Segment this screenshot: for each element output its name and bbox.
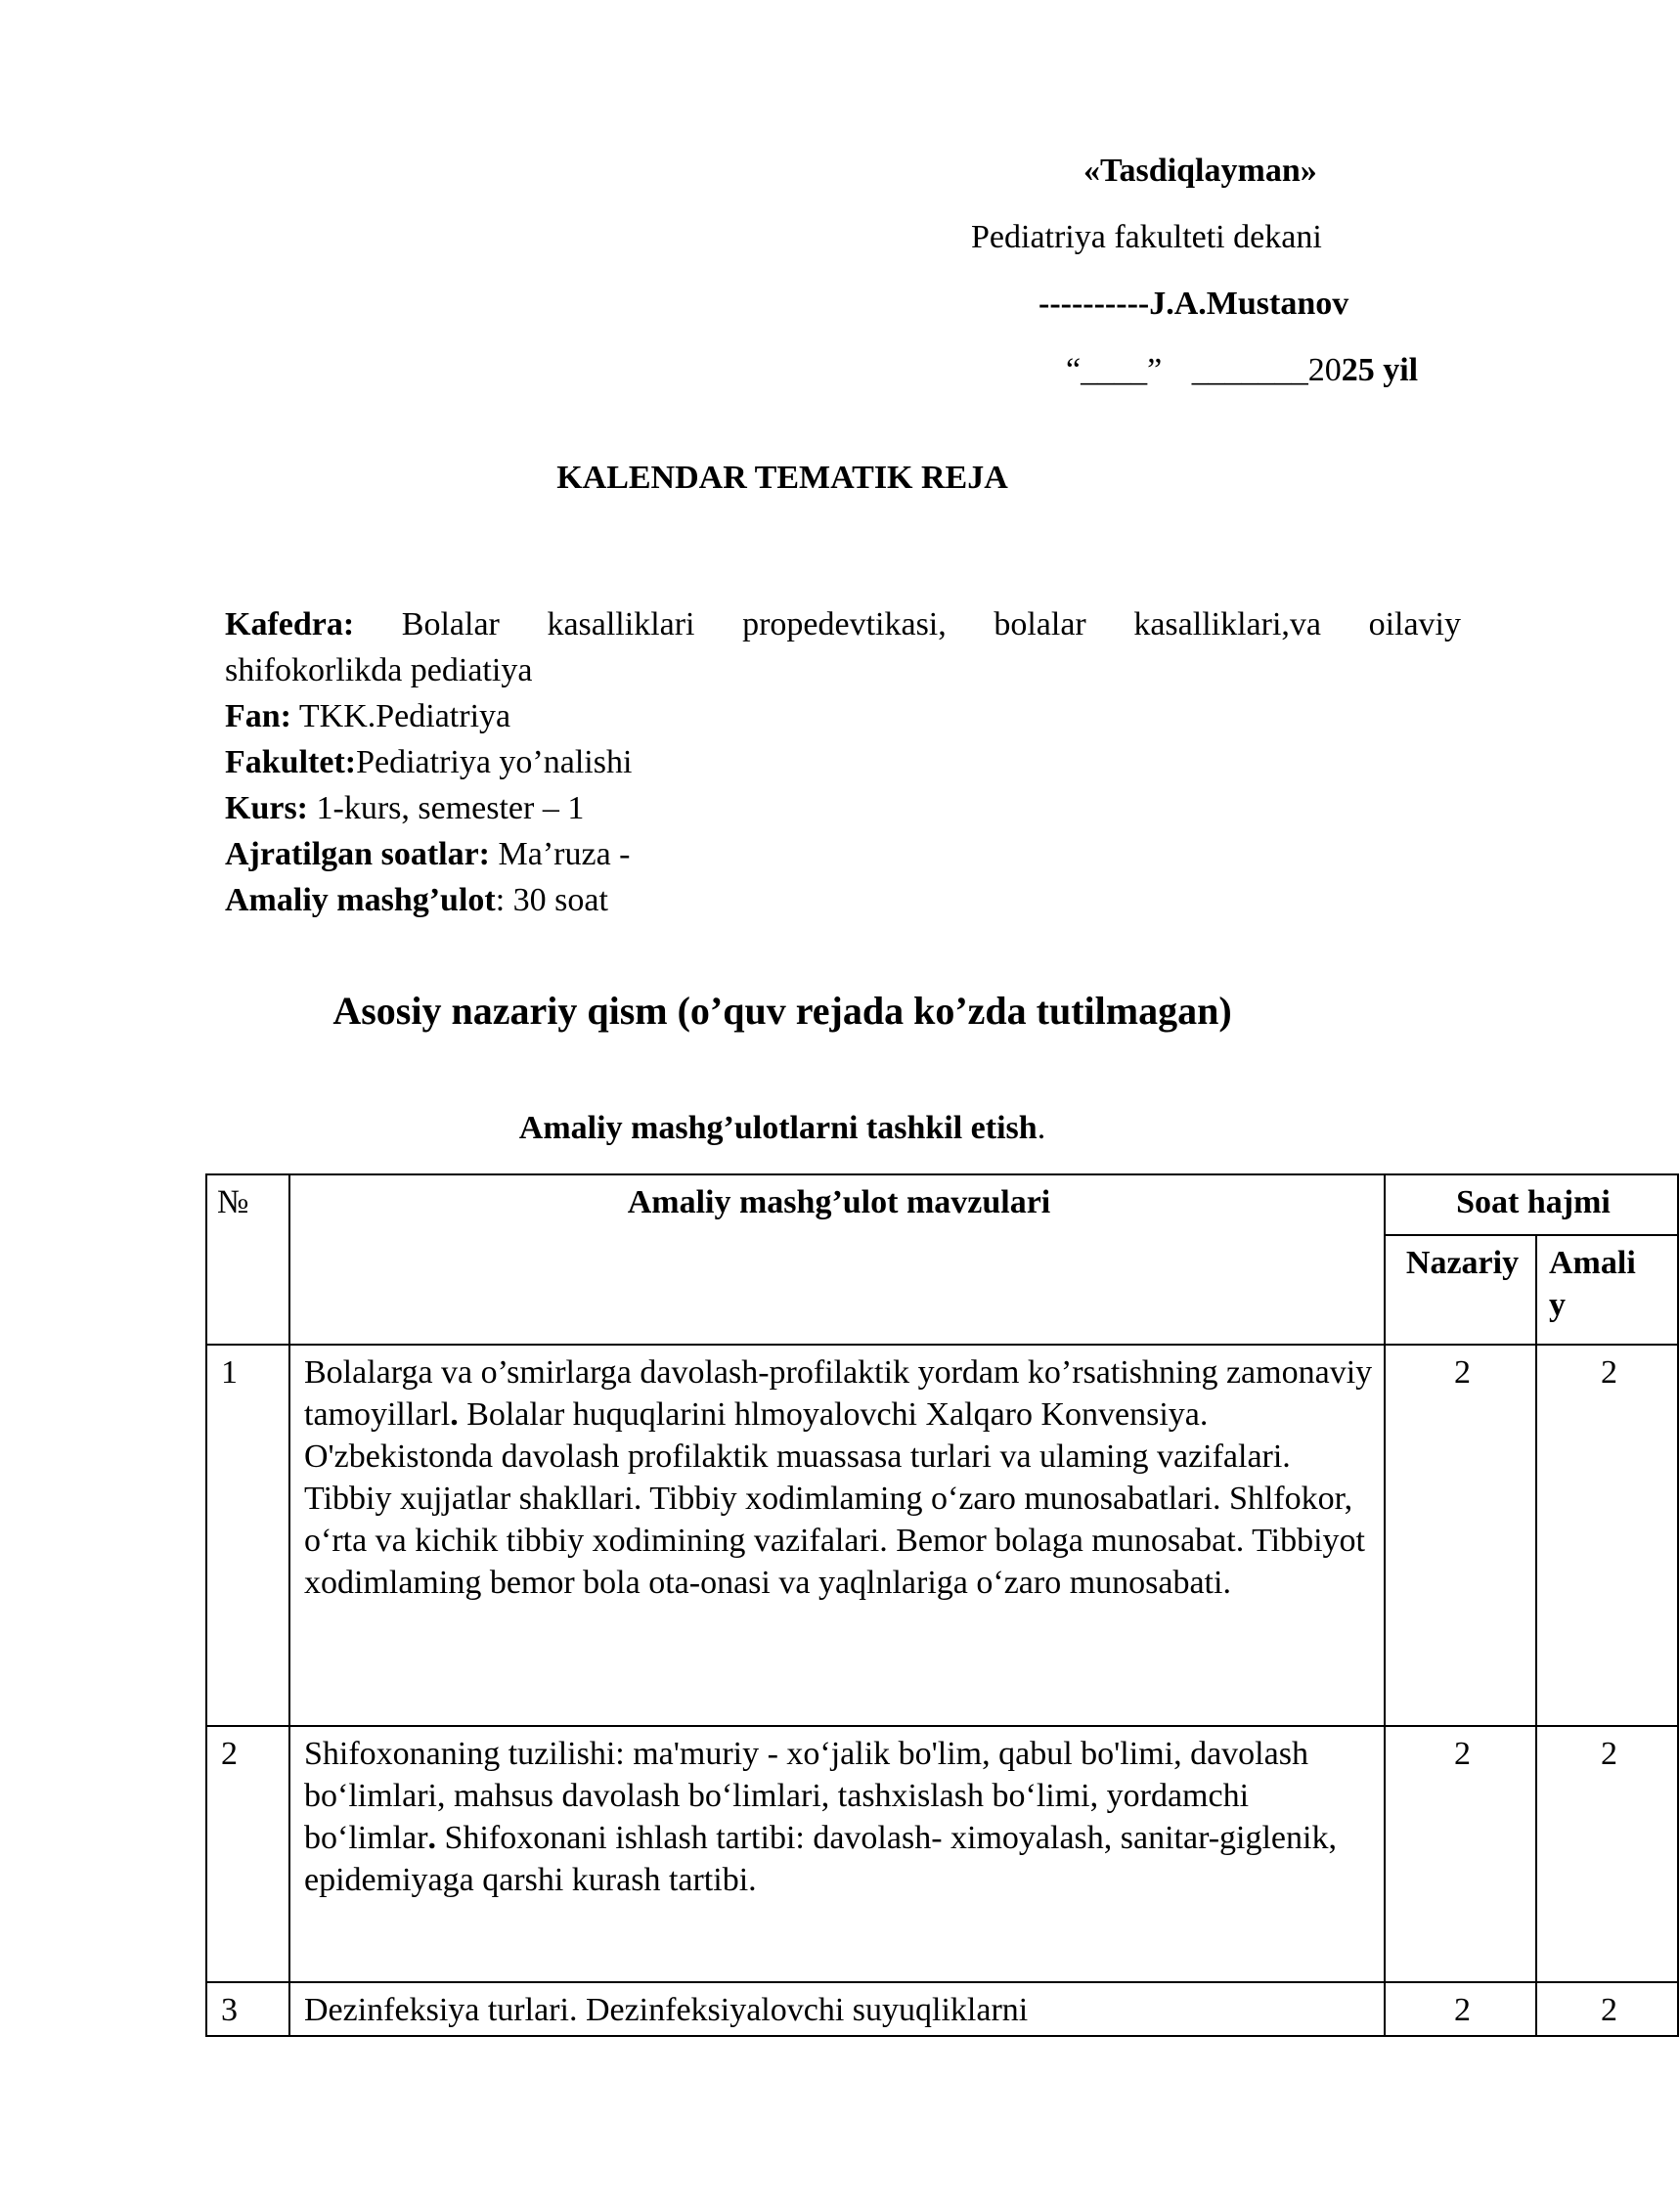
kafedra-line-1 bbox=[225, 601, 1461, 647]
row-theory: 2 bbox=[1385, 1345, 1536, 1726]
section-title: Asosiy nazariy qism (o’quv rejada ko’zda tutilmagan) bbox=[332, 989, 1232, 1033]
approval-date-quote: “____” bbox=[1066, 352, 1163, 388]
course-info bbox=[225, 601, 1461, 923]
practice-label: Amaliy mashg’ulot bbox=[225, 882, 496, 918]
hours-line bbox=[225, 831, 1461, 877]
row-practice: 2 bbox=[1536, 1345, 1678, 1726]
approval-signature: ----------J.A.Mustanov bbox=[1038, 286, 1349, 322]
kafedra-value-1: Bolalar kasalliklari propedevtikasi, bolalar kasalliklari,va oilaviy bbox=[401, 606, 1461, 642]
header-theory: Nazariy bbox=[1385, 1235, 1536, 1345]
row-topic bbox=[289, 1726, 1385, 1982]
table-row bbox=[206, 1345, 1678, 1726]
header-practice-line2: y bbox=[1549, 1287, 1566, 1323]
topics-table bbox=[205, 1173, 1679, 2037]
row-topic bbox=[289, 1345, 1385, 1726]
fan-line bbox=[225, 693, 1461, 739]
approval-date-line: _______20 bbox=[1191, 352, 1342, 388]
table-header-row bbox=[206, 1174, 1678, 1235]
kurs-value: 1-kurs, semester – 1 bbox=[308, 790, 585, 826]
row-practice: 2 bbox=[1536, 1982, 1678, 2036]
hours-value: Ma’ruza - bbox=[490, 836, 631, 872]
row-topic-text: Bolalarga va o’smirlarga davolash-profilaktik yordam ko’rsatishning zamonaviy tamoyillarl bbox=[304, 1354, 1373, 1433]
row-topic bbox=[289, 1982, 1385, 2036]
row-practice: 2 bbox=[1536, 1726, 1678, 1982]
table-caption bbox=[0, 1110, 1565, 1147]
kafedra-value-2: shifokorlikda pediatiya bbox=[225, 652, 533, 688]
row-num: 2 bbox=[206, 1726, 289, 1982]
table-caption-dot: . bbox=[1037, 1110, 1046, 1146]
row-topic-bold: . bbox=[450, 1396, 459, 1433]
approval-date bbox=[1066, 352, 1418, 389]
row-theory: 2 bbox=[1385, 1726, 1536, 1982]
fakultet-value: Pediatriya yo’nalishi bbox=[356, 744, 633, 780]
hours-label: Ajratilgan soatlar: bbox=[225, 836, 491, 872]
table-row bbox=[206, 1982, 1678, 2036]
fakultet-label: Fakultet: bbox=[225, 744, 357, 780]
header-practice bbox=[1536, 1235, 1678, 1345]
practice-line bbox=[225, 877, 1461, 923]
approval-date-year: 25 yil bbox=[1341, 352, 1419, 388]
practice-value: : 30 soat bbox=[495, 882, 608, 918]
header-topics: Amaliy mashg’ulot mavzulari bbox=[289, 1174, 1385, 1345]
approval-block bbox=[0, 0, 1565, 411]
row-topic-bold: . bbox=[427, 1820, 437, 1856]
table-caption-text: Amaliy mashg’ulotlarni tashkil etish bbox=[518, 1110, 1038, 1146]
header-hours: Soat hajmi bbox=[1385, 1174, 1678, 1235]
kurs-label: Kurs: bbox=[225, 790, 308, 826]
row-topic-text-2: Bolalar huquqlarini hlmoyalovchi Xalqaro Konvensiya. O'zbekistonda davolash profilaktik muassasa turlari va ulaming vazifalari. Tibbiy xujjatlar shakllari. Tibbiy xodimlaming o‘zaro munosabatlari. Shlfokor, o‘rta va kichik tibbiy xodimining vazifalari. Bemor bolaga munosabat. Tibbiyot xodimlaming bemor bola ota-onasi va yaqlnlariga o‘zaro munosabati. bbox=[304, 1396, 1365, 1601]
row-topic-text-2: Shifoxonani ishlash tartibi: davolash- ximoyalash, sanitar-giglenik, epidemiyaga qarshi kurash tartibi. bbox=[304, 1820, 1337, 1898]
row-topic-text: Dezinfeksiya turlari. Dezinfeksiyalovchi suyuqliklarni bbox=[304, 1992, 1029, 2028]
row-num: 1 bbox=[206, 1345, 289, 1726]
row-num: 3 bbox=[206, 1982, 289, 2036]
table-row bbox=[206, 1726, 1678, 1982]
document-title: KALENDAR TEMATIK REJA bbox=[556, 460, 1008, 496]
approval-title: «Tasdiqlayman» bbox=[1083, 153, 1317, 189]
row-theory: 2 bbox=[1385, 1982, 1536, 2036]
row-topic-text: Shifoxonaning tuzilishi: ma'muriy - xo‘jalik bo'lim, qabul bo'limi, davolash bo‘limlari, mahsus davolash bo‘limlari, tashxislash bo‘limi, yordamchi bo‘limlar bbox=[304, 1736, 1308, 1856]
header-practice-line1: Amali bbox=[1549, 1245, 1636, 1281]
approval-position: Pediatriya fakulteti dekani bbox=[971, 219, 1322, 255]
fakultet-line bbox=[225, 739, 1461, 785]
kurs-line bbox=[225, 785, 1461, 831]
fan-label: Fan: bbox=[225, 698, 291, 734]
fan-value: TKK.Pediatriya bbox=[291, 698, 511, 734]
kafedra-label: Kafedra: bbox=[225, 606, 355, 642]
header-num: № bbox=[206, 1174, 289, 1345]
